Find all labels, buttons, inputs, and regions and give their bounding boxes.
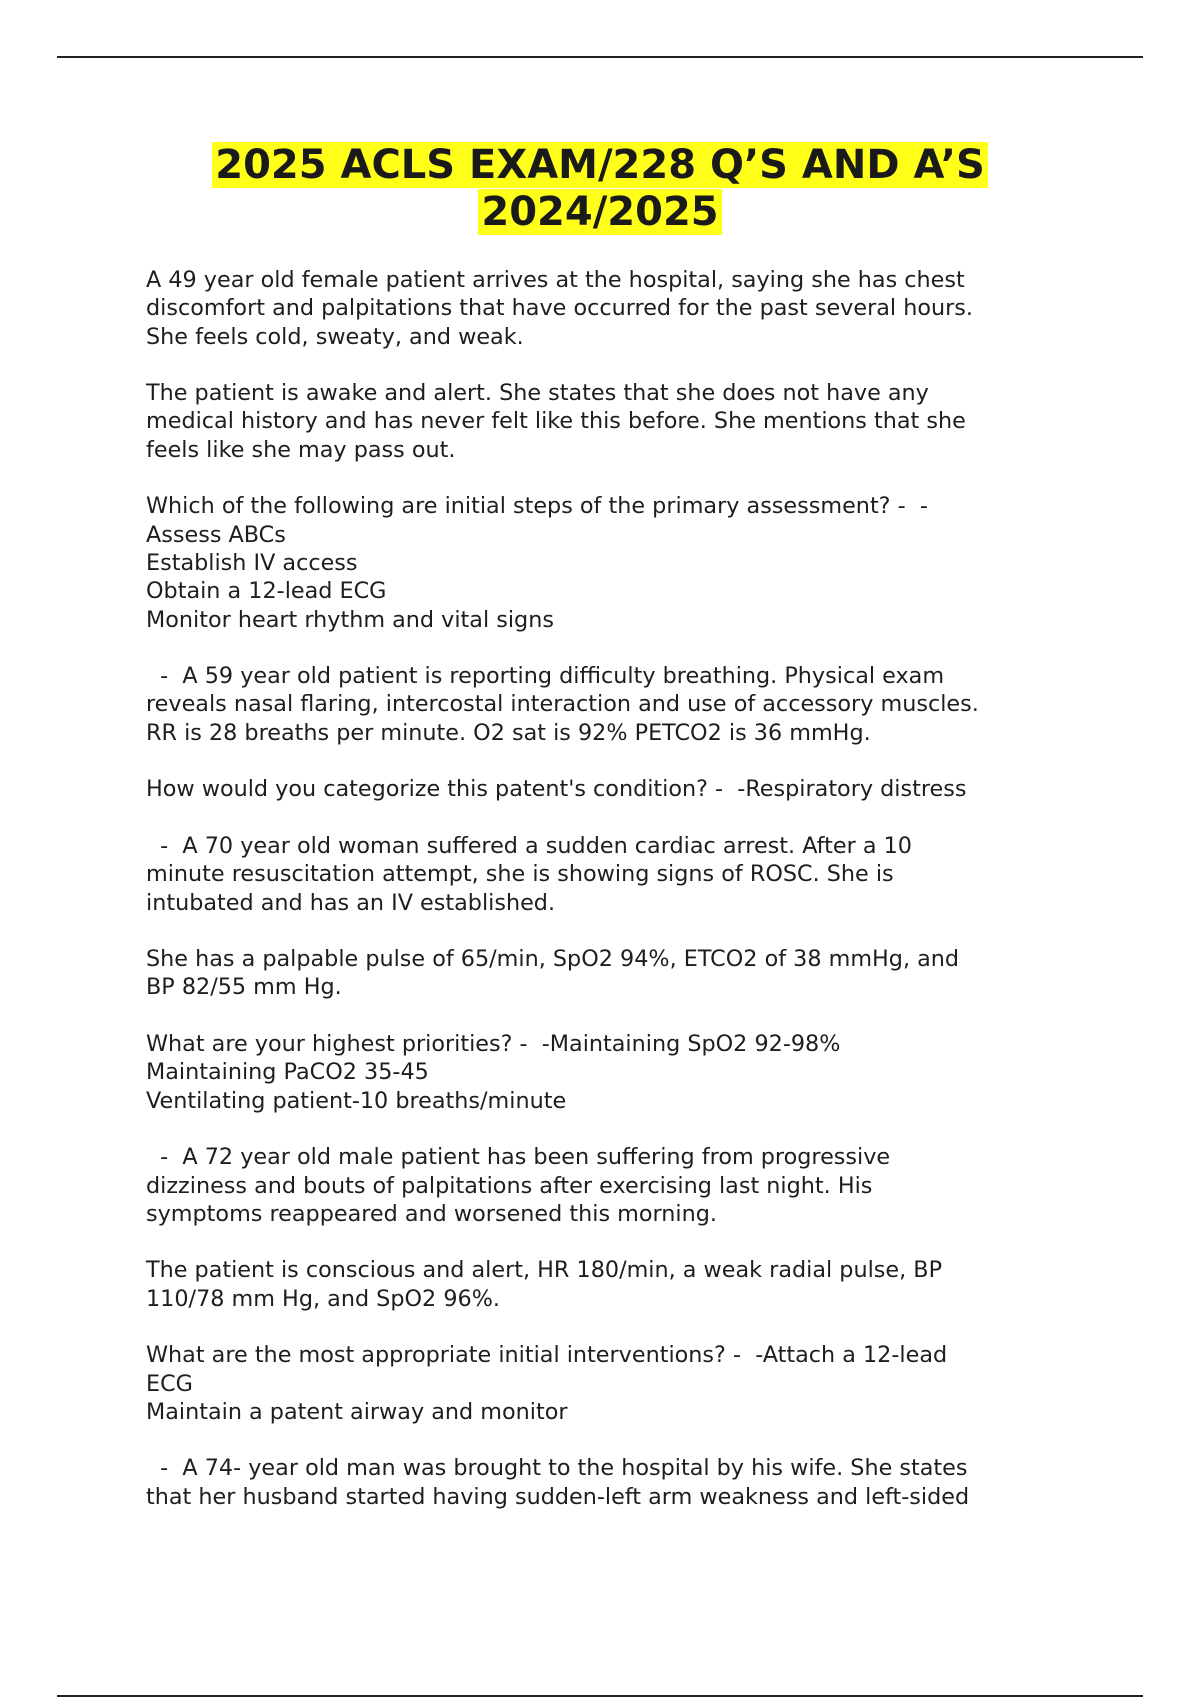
title-line-2: 2024/2025: [478, 189, 721, 235]
header-rule: [57, 56, 1143, 58]
text-line: Obtain a 12-lead ECG: [146, 578, 387, 605]
text-line: discomfort and palpitations that have occurred for the past several hours.: [146, 295, 973, 322]
paragraph: [146, 379, 1066, 464]
text-line: BP 82/55 mm Hg.: [146, 974, 342, 1001]
paragraph: [146, 1341, 1066, 1426]
text-line: She has a palpable pulse of 65/min, SpO2 94%, ETCO2 of 38 mmHg, and: [146, 946, 960, 973]
text-line: - A 72 year old male patient has been suffering from progressive: [146, 1144, 891, 1171]
text-line: dizziness and bouts of palpitations after exercising last night. His: [146, 1172, 873, 1199]
text-line: The patient is awake and alert. She states that she does not have any: [146, 380, 929, 407]
text-line: minute resuscitation attempt, she is showing signs of ROSC. She is: [146, 861, 894, 888]
document-body: [146, 266, 1066, 1539]
text-line: feels like she may pass out.: [146, 436, 456, 463]
text-line: The patient is conscious and alert, HR 180/min, a weak radial pulse, BP: [146, 1257, 943, 1284]
document-title: [0, 142, 1200, 236]
text-line: - A 74- year old man was brought to the hospital by his wife. She states: [146, 1455, 968, 1482]
text-line: reveals nasal flaring, intercostal interaction and use of accessory muscles.: [146, 691, 979, 718]
text-line: Maintaining PaCO2 35-45: [146, 1059, 429, 1086]
text-line: that her husband started having sudden-left arm weakness and left-sided: [146, 1483, 970, 1510]
text-line: Establish IV access: [146, 549, 358, 576]
paragraph: [146, 1143, 1066, 1228]
text-line: - A 59 year old patient is reporting difficulty breathing. Physical exam: [146, 663, 945, 690]
paragraph: [146, 775, 1066, 803]
text-line: What are your highest priorities? - -Maintaining SpO2 92-98%: [146, 1031, 841, 1058]
text-line: medical history and has never felt like this before. She mentions that she: [146, 408, 966, 435]
paragraph: [146, 492, 1066, 633]
paragraph: [146, 945, 1066, 1002]
text-line: Maintain a patent airway and monitor: [146, 1398, 568, 1425]
paragraph: [146, 1030, 1066, 1115]
paragraph: [146, 266, 1066, 351]
text-line: symptoms reappeared and worsened this morning.: [146, 1200, 717, 1227]
text-line: - A 70 year old woman suffered a sudden cardiac arrest. After a 10: [146, 832, 912, 859]
text-line: Ventilating patient-10 breaths/minute: [146, 1087, 567, 1114]
text-line: 110/78 mm Hg, and SpO2 96%.: [146, 1285, 500, 1312]
text-line: Monitor heart rhythm and vital signs: [146, 606, 554, 633]
paragraph: [146, 832, 1066, 917]
text-line: How would you categorize this patent's condition? - -Respiratory distress: [146, 776, 967, 803]
text-line: intubated and has an IV established.: [146, 889, 556, 916]
text-line: Which of the following are initial steps of the primary assessment? - -: [146, 493, 928, 520]
text-line: ECG: [146, 1370, 193, 1397]
text-line: RR is 28 breaths per minute. O2 sat is 92% PETCO2 is 36 mmHg.: [146, 719, 871, 746]
title-line-1: 2025 ACLS EXAM/228 Q’S AND A’S: [212, 142, 988, 188]
footer-rule: [57, 1695, 1143, 1697]
text-line: A 49 year old female patient arrives at the hospital, saying she has chest: [146, 267, 965, 293]
text-line: What are the most appropriate initial interventions? - -Attach a 12-lead: [146, 1342, 948, 1369]
paragraph: [146, 1454, 1066, 1511]
paragraph: [146, 662, 1066, 747]
text-line: Assess ABCs: [146, 521, 286, 548]
text-line: She feels cold, sweaty, and weak.: [146, 323, 524, 350]
paragraph: [146, 1256, 1066, 1313]
